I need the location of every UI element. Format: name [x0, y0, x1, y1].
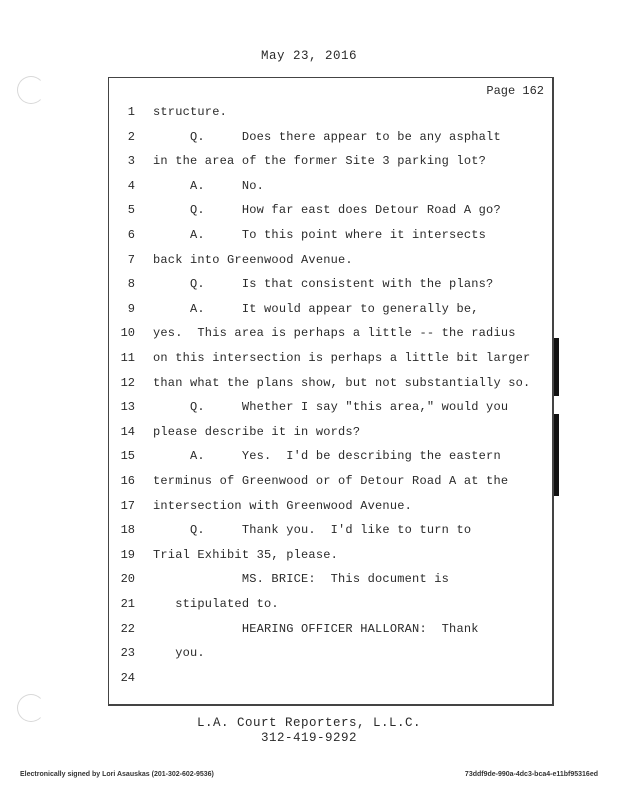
- line-text: Q. How far east does Detour Road A go?: [153, 203, 501, 218]
- line-number: 22: [120, 621, 135, 636]
- line-text: please describe it in words?: [153, 424, 361, 439]
- redaction-bar: [554, 338, 559, 396]
- transcript-line: [109, 425, 555, 445]
- line-number: 16: [120, 474, 135, 488]
- line-number: 15: [120, 449, 135, 464]
- transcript-line: [109, 253, 555, 273]
- line-text: A. Yes. I'd be describing the eastern: [153, 449, 501, 464]
- transcript-page-frame: [108, 77, 554, 706]
- line-text: A. To this point where it intersects: [153, 228, 487, 242]
- transcript-date: May 23, 2016: [260, 49, 357, 63]
- transcript-line: [109, 499, 555, 519]
- electronic-signature-note: Electronically signed by Lori Asauskas (201-302-602-9536): [20, 771, 214, 778]
- line-text: Q. Whether I say "this area," would you: [153, 400, 509, 415]
- transcript-line: [109, 228, 555, 248]
- line-number: 13: [120, 400, 135, 415]
- transcript-line: [109, 622, 555, 642]
- line-text: stipulated to.: [153, 597, 279, 611]
- line-number: 20: [120, 572, 135, 587]
- line-text: HEARING OFFICER HALLORAN: Thank: [153, 621, 479, 636]
- line-text: than what the plans show, but not substantially so.: [153, 375, 531, 390]
- line-text: A. It would appear to generally be,: [153, 301, 479, 316]
- line-number: 9: [127, 301, 135, 316]
- redaction-bar: [554, 414, 559, 496]
- line-number: 12: [120, 375, 135, 390]
- transcript-line: [109, 326, 555, 346]
- page-number: Page 162: [486, 84, 544, 98]
- line-number: 1: [127, 105, 135, 119]
- line-text: Q. Thank you. I'd like to turn to: [153, 523, 472, 538]
- transcript-line: [109, 203, 555, 223]
- line-text: Q. Does there appear to be any asphalt: [153, 129, 501, 144]
- document-id: 73ddf9de-990a-4dc3-bca4-e11bf95316ed: [464, 771, 598, 778]
- line-number: 10: [120, 326, 135, 341]
- line-text: Q. Is that consistent with the plans?: [153, 277, 494, 292]
- line-text: MS. BRICE: This document is: [153, 572, 450, 587]
- line-number: 14: [120, 424, 135, 439]
- transcript-line: [109, 523, 555, 543]
- line-number: 8: [127, 277, 135, 292]
- transcript-line: [109, 179, 555, 199]
- transcript-line: [109, 671, 555, 691]
- line-text: structure.: [153, 105, 228, 119]
- transcript-line: [109, 474, 555, 494]
- transcript-line: [109, 105, 555, 125]
- transcript-line: [109, 154, 555, 174]
- transcript-line: [109, 376, 555, 396]
- transcript-line: [109, 130, 555, 150]
- line-number: 4: [127, 178, 135, 193]
- transcript-line: [109, 302, 555, 322]
- line-number: 6: [127, 228, 135, 242]
- line-text: you.: [153, 646, 205, 661]
- line-number: 5: [127, 203, 135, 218]
- line-number: 11: [120, 351, 135, 365]
- line-number: 24: [120, 670, 135, 685]
- court-reporter-name: L.A. Court Reporters, L.L.C.: [196, 716, 422, 730]
- line-number: 7: [127, 252, 135, 267]
- transcript-line: [109, 572, 555, 592]
- line-number: 18: [120, 523, 135, 538]
- transcript-line: [109, 277, 555, 297]
- transcript-line: [109, 449, 555, 469]
- line-text: A. No.: [153, 178, 265, 193]
- line-number: 21: [120, 597, 135, 611]
- transcript-line: [109, 351, 555, 371]
- line-text: back into Greenwood Avenue.: [153, 252, 353, 267]
- transcript-line: [109, 400, 555, 420]
- line-text: yes. This area is perhaps a little -- the radius: [153, 326, 516, 341]
- transcript-line: [109, 548, 555, 568]
- line-number: 2: [127, 129, 135, 144]
- line-text: terminus of Greenwood or of Detour Road A at the: [153, 474, 509, 488]
- line-number: 17: [120, 498, 135, 513]
- transcript-line: [109, 597, 555, 617]
- line-text: on this intersection is perhaps a little bit larger: [153, 351, 531, 365]
- punch-hole-top: [17, 76, 45, 104]
- line-number: 23: [120, 646, 135, 661]
- court-reporter-phone: 312-419-9292: [260, 731, 357, 745]
- transcript-line: [109, 646, 555, 666]
- line-text: Trial Exhibit 35, please.: [153, 547, 339, 562]
- line-text: intersection with Greenwood Avenue.: [153, 498, 413, 513]
- line-number: 3: [127, 154, 135, 169]
- line-text: in the area of the former Site 3 parking lot?: [153, 154, 487, 169]
- line-number: 19: [120, 547, 135, 562]
